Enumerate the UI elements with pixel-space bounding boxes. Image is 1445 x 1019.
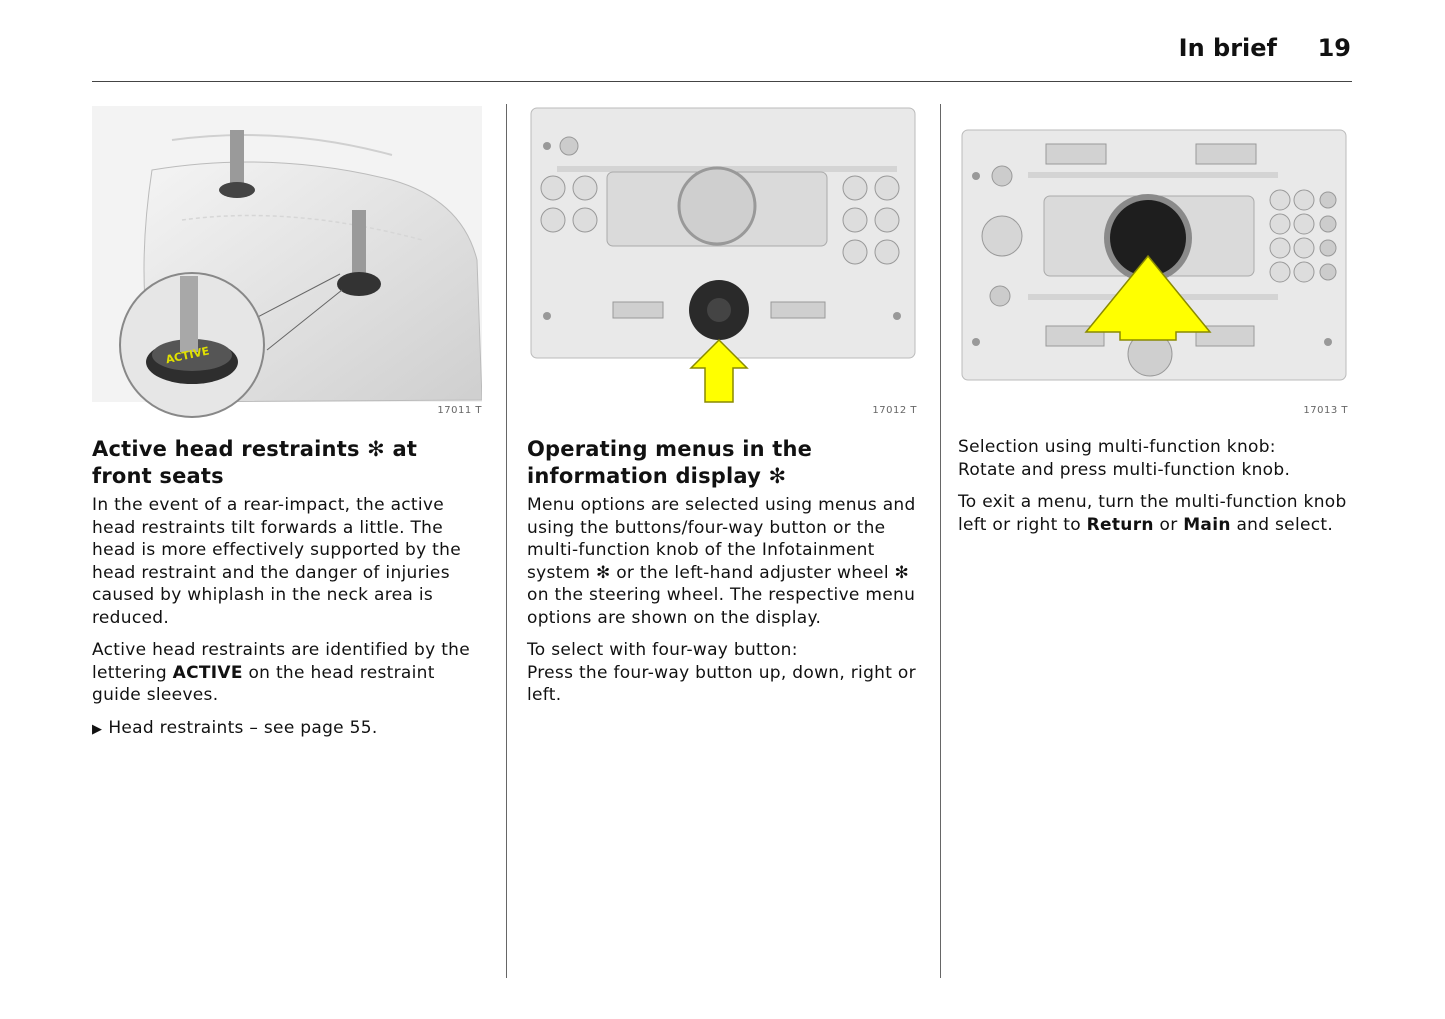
page-number: 19 [1317, 34, 1351, 62]
infotainment-four-way-figure [527, 100, 917, 418]
column-operating-menus [527, 100, 917, 717]
figure-number: 17011 T [437, 405, 482, 416]
heading-operating-menus: Operating menus in the information display ✻ [527, 437, 813, 488]
paragraph-menu-options: Menu options are selected using menus and using the buttons/four-way button or the multi-function knob of the Infotainment system ✻ or the left-hand adjuster wheel ✻ on the steering wheel. The respective menu options are shown on the display. [527, 495, 916, 628]
column-active-head-restraints [92, 100, 482, 751]
page-header [0, 0, 1445, 84]
active-lettering: ACTIVE [164, 344, 211, 367]
column-divider-1 [506, 104, 507, 978]
heading-active-head-restraints: Active head restraints ✻ at front seats [92, 437, 418, 488]
paragraph-identification: Active head restraints are identified by the lettering ACTIVE on the head restraint guide sleeves. [92, 640, 471, 705]
section-title: In brief [1178, 34, 1277, 62]
header-rule [92, 81, 1352, 82]
paragraph-four-way: To select with four-way button: Press the four-way button up, down, right or left. [527, 640, 916, 705]
column-multifunction-knob [958, 100, 1348, 546]
reference-arrow-icon: ▶ [92, 721, 103, 737]
figure-number: 17012 T [872, 405, 917, 416]
figure-number: 17013 T [1303, 405, 1348, 416]
paragraph-selection-knob: Selection using multi-function knob: Rotate and press multi-function knob. [958, 437, 1291, 480]
column-divider-2 [940, 104, 941, 978]
paragraph-exit-menu: To exit a menu, turn the multi-function knob left or right to Return or Main and select. [958, 492, 1347, 535]
infotainment-knob-figure [958, 100, 1348, 418]
cross-reference: ▶ Head restraints – see page 55. [92, 717, 378, 738]
paragraph-rear-impact: In the event of a rear-impact, the active head restraints tilt forwards a little. The head is more effectively supported by the head restraint and the danger of injuries caused by whiplash in the neck area is reduced. [92, 495, 461, 628]
head-restraint-figure [92, 100, 482, 418]
